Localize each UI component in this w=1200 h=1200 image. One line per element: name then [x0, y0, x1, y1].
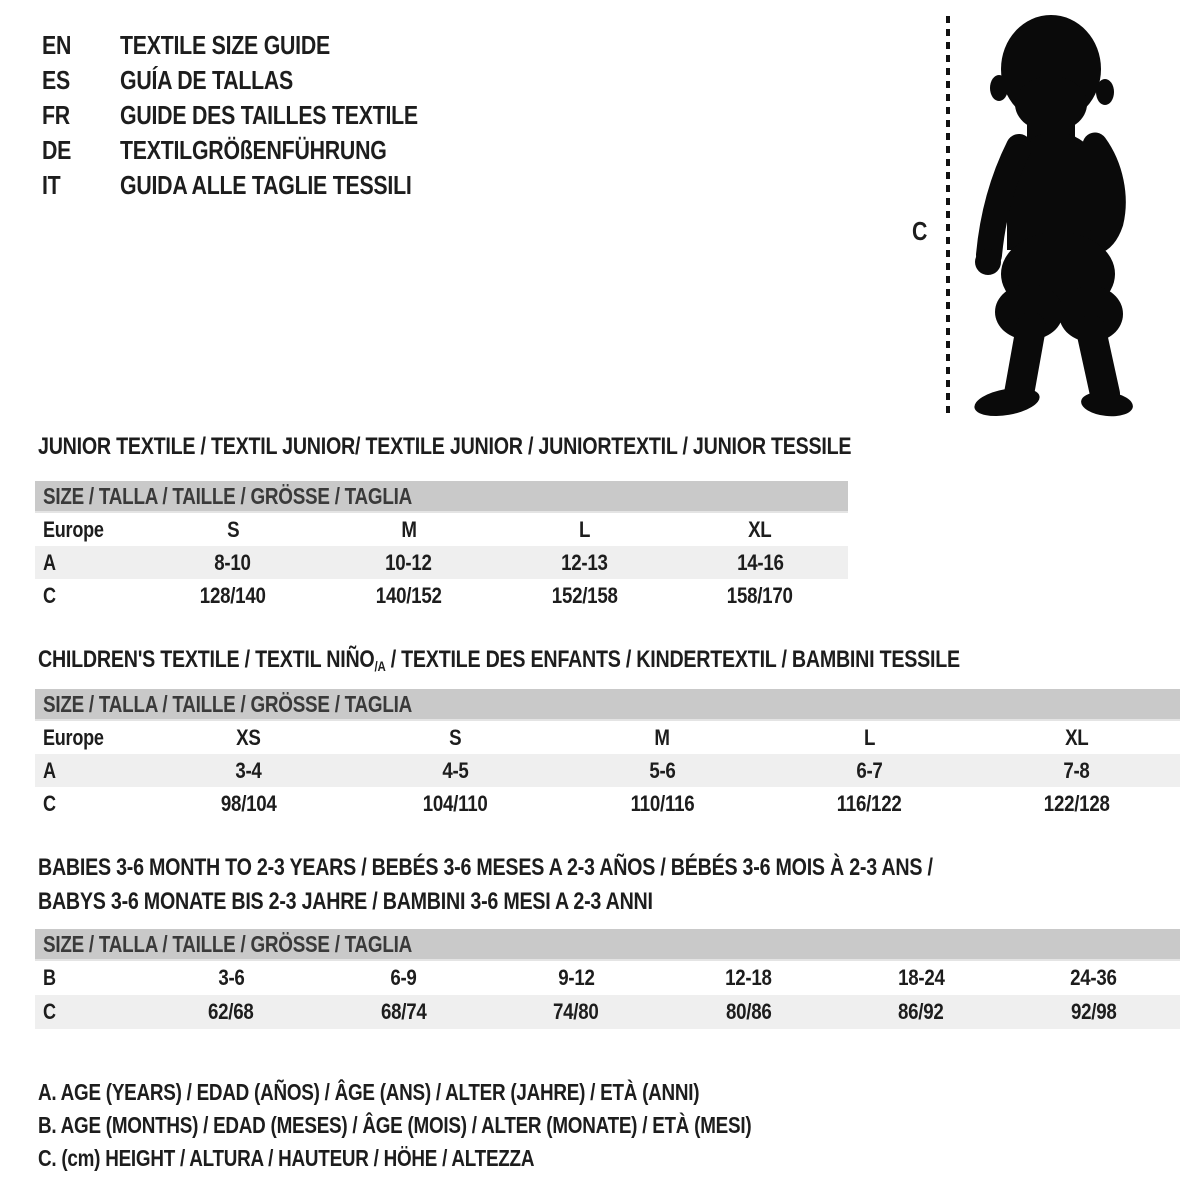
language-title: GUIDE DES TAILLES TEXTILE: [120, 100, 418, 130]
table-cell: 62/68: [208, 999, 255, 1024]
size-header-bar: SIZE / TALLA / TAILLE / GRÖSSE / TAGLIA: [35, 481, 848, 513]
language-row-de: [42, 133, 483, 168]
table-cell: L: [863, 725, 876, 750]
language-row-en: [42, 28, 483, 63]
table-cell: XL: [1064, 725, 1089, 750]
table-cell: S: [226, 517, 239, 542]
children-size-table: [35, 689, 1180, 820]
language-title: TEXTILGRÖßENFÜHRUNG: [120, 135, 387, 165]
language-title: GUIDA ALLE TAGLIE TESSILI: [120, 170, 412, 200]
table-cell: 140/152: [375, 583, 442, 608]
table-cell: 68/74: [380, 999, 427, 1024]
title-subscript: /A: [374, 658, 386, 674]
row-label: C: [43, 791, 56, 816]
table-cell: 24-36: [1070, 965, 1118, 990]
toddler-silhouette-icon: [958, 12, 1140, 417]
table-cell: M: [654, 725, 671, 750]
size-header-bar: SIZE / TALLA / TAILLE / GRÖSSE / TAGLIA: [35, 689, 1180, 721]
table-cell: 9-12: [558, 965, 595, 990]
table-cell: 8-10: [214, 550, 252, 575]
language-code: EN: [42, 30, 72, 60]
table-cell: 152/158: [551, 583, 618, 608]
table-row-months: [35, 961, 1180, 995]
language-row-es: [42, 63, 483, 98]
row-label: A: [43, 550, 56, 575]
children-section-title: CHILDREN'S TEXTILE / TEXTIL NIÑO/A / TEXTILE DES ENFANTS / KINDERTEXTIL / BAMBINI TESSILE: [38, 646, 960, 674]
row-label: Europe: [43, 517, 104, 542]
table-cell: 14-16: [736, 550, 784, 575]
height-dotted-line: [946, 16, 950, 414]
legend-line-b: B. AGE (MONTHS) / EDAD (MESES) / ÂGE (MOIS) / ALTER (MONATE) / ETÀ (MESI): [38, 1112, 752, 1138]
table-cell: M: [400, 517, 417, 542]
table-cell: 110/116: [630, 791, 695, 816]
table-cell: S: [449, 725, 462, 750]
language-row-it: [42, 168, 483, 203]
table-cell: 3-4: [235, 758, 262, 783]
table-cell: 18-24: [897, 965, 945, 990]
row-label: C: [43, 583, 56, 608]
language-title-list: [42, 28, 483, 203]
language-title: GUÍA DE TALLAS: [120, 65, 294, 95]
legend: [38, 1076, 908, 1175]
table-cell: 4-5: [442, 758, 469, 783]
table-cell: 80/86: [725, 999, 772, 1024]
row-label: A: [43, 758, 56, 783]
row-label: C: [43, 999, 56, 1024]
table-cell: 7-8: [1063, 758, 1090, 783]
table-row-height: [35, 995, 1180, 1029]
table-cell: 6-9: [390, 965, 417, 990]
table-cell: 104/110: [423, 791, 488, 816]
language-code: FR: [42, 100, 70, 130]
table-row-age: [35, 546, 848, 579]
language-code: DE: [42, 135, 72, 165]
table-cell: 74/80: [553, 999, 600, 1024]
language-row-fr: [42, 98, 483, 133]
language-title: TEXTILE SIZE GUIDE: [120, 30, 330, 60]
row-label: B: [43, 965, 56, 990]
size-header-bar: SIZE / TALLA / TAILLE / GRÖSSE / TAGLIA: [35, 929, 1180, 961]
table-row-height: [35, 579, 848, 612]
language-code: IT: [42, 170, 61, 200]
legend-line-c: C. (cm) HEIGHT / ALTURA / HAUTEUR / HÖHE / ALTEZZA: [38, 1145, 535, 1171]
table-cell: 128/140: [199, 583, 266, 608]
table-cell: XS: [236, 725, 261, 750]
table-cell: 6-7: [856, 758, 883, 783]
table-cell: 5-6: [649, 758, 676, 783]
table-cell: 10-12: [385, 550, 432, 575]
table-row-age: [35, 754, 1180, 787]
table-cell: 86/92: [898, 999, 945, 1024]
table-cell: 12-13: [561, 550, 608, 575]
table-cell: 158/170: [727, 583, 794, 608]
table-cell: 122/128: [1043, 791, 1110, 816]
table-cell: 98/104: [220, 791, 277, 816]
babies-section-title: BABIES 3-6 MONTH TO 2-3 YEARS / BEBÉS 3-6 MESES A 2-3 AÑOS / BÉBÉS 3-6 MOIS À 2-3 ANS / BABYS 3-6 MONATE BIS 2-3 JAHRE / BAMBINI 3-6 MESI A 2-3 ANNI: [38, 854, 933, 915]
table-cell: 116/122: [837, 791, 902, 816]
table-cell: 92/98: [1070, 999, 1117, 1024]
table-row-height: [35, 787, 1180, 820]
legend-line-a: A. AGE (YEARS) / EDAD (AÑOS) / ÂGE (ANS) / ALTER (JAHRE) / ETÀ (ANNI): [38, 1079, 700, 1105]
height-measure-label: C: [912, 216, 928, 246]
table-row-europe: [35, 513, 848, 546]
row-label: Europe: [43, 725, 104, 750]
babies-size-table: [35, 929, 1180, 1029]
table-cell: 12-18: [725, 965, 773, 990]
table-cell: XL: [748, 517, 772, 542]
junior-section-title: JUNIOR TEXTILE / TEXTIL JUNIOR/ TEXTILE JUNIOR / JUNIORTEXTIL / JUNIOR TESSILE: [38, 433, 852, 460]
junior-size-table: [35, 481, 848, 612]
table-cell: L: [578, 517, 590, 542]
table-cell: 3-6: [218, 965, 245, 990]
table-row-europe: [35, 721, 1180, 754]
language-code: ES: [42, 65, 70, 95]
